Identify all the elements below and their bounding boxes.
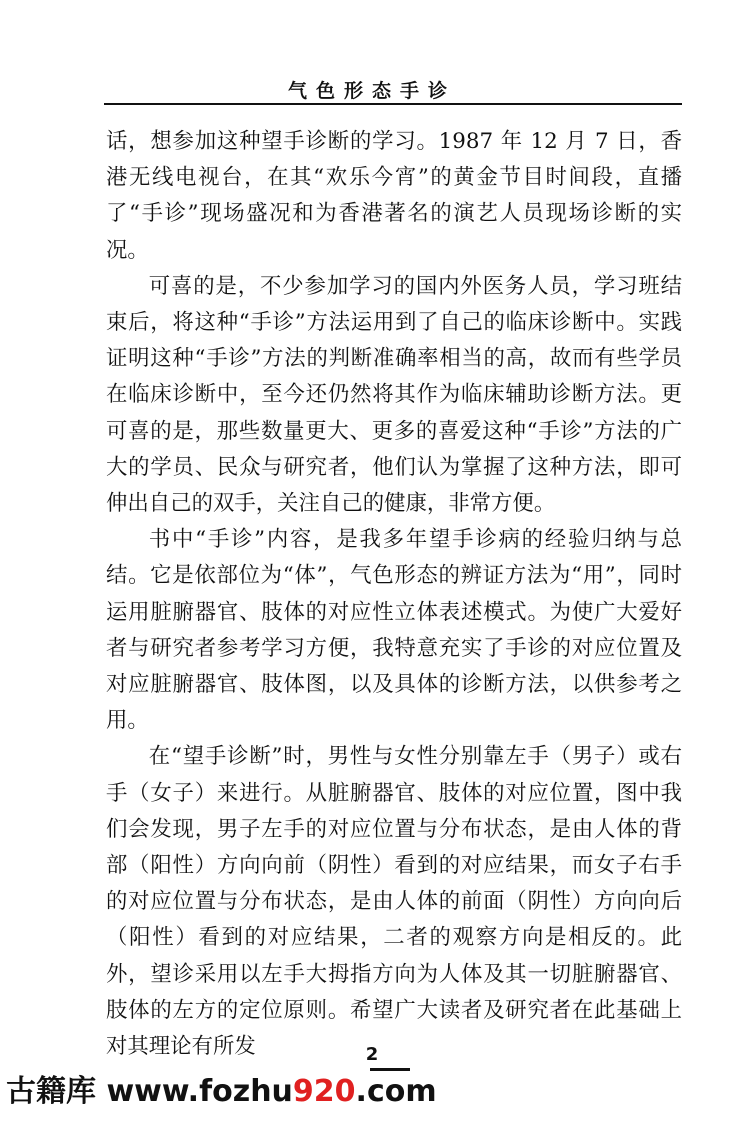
- watermark: [6, 1066, 437, 1110]
- watermark-site-name: 古籍库: [6, 1074, 96, 1109]
- page-number: 2: [365, 1044, 379, 1065]
- paragraph-2: 可喜的是，不少参加学习的国内外医务人员，学习班结束后，将这种“手诊”方法运用到了自己的临床诊断中。实践证明这种“手诊”方法的判断准确率相当的高，故而有些学员在临床诊断中，至今还仍然将其作为临床辅助诊断方法。更可喜的是，那些数量更大、更多的喜爱这种“手诊”方法的广大的学员、民众与研究者，他们认为掌握了这种方法，即可伸出自己的双手，关注自己的健康，非常方便。: [106, 273, 682, 517]
- watermark-url-suffix: .com: [355, 1074, 437, 1109]
- watermark-url-number: 920: [292, 1074, 356, 1109]
- paragraph-3: 书中“手诊”内容，是我多年望手诊病的经验归纳与总结。它是依部位为“体”，气色形态的辨证方法为“用”，同时运用脏腑器官、肢体的对应性立体表述模式。为使广大爱好者与研究者参考学习方便，我特意充实了手诊的对应位置及对应脏腑器官、肢体图，以及具体的诊断方法，以供参考之用。: [106, 527, 682, 734]
- body-text: [106, 124, 682, 1065]
- paragraph-1: 话，想参加这种望手诊断的学习。1987 年 12 月 7 日，香港无线电视台，在其“欢乐今宵”的黄金节目时间段，直播了“手诊”现场盛况和为香港著名的演艺人员现场诊断的实况。: [106, 129, 682, 263]
- header-divider: [104, 103, 682, 105]
- watermark-url-prefix: www.fozhu: [106, 1074, 293, 1109]
- running-header: 气色形态手诊: [287, 80, 456, 102]
- paragraph-4: 在“望手诊断”时，男性与女性分别靠左手（男子）或右手（女子）来进行。从脏腑器官、肢体的对应位置，图中我们会发现，男子左手的对应位置与分布状态，是由人体的背部（阳性）方向向前（阴性）看到的对应结果，而女子右手的对应位置与分布状态，是由人体的前面（阴性）方向向后（阳性）看到的对应结果，二者的观察方向是相反的。此外，望诊采用以左手大拇指方向为人体及其一切脏腑器官、肢体的左方的定位原则。希望广大读者及研究者在此基础上对其理论有所发: [106, 744, 682, 1060]
